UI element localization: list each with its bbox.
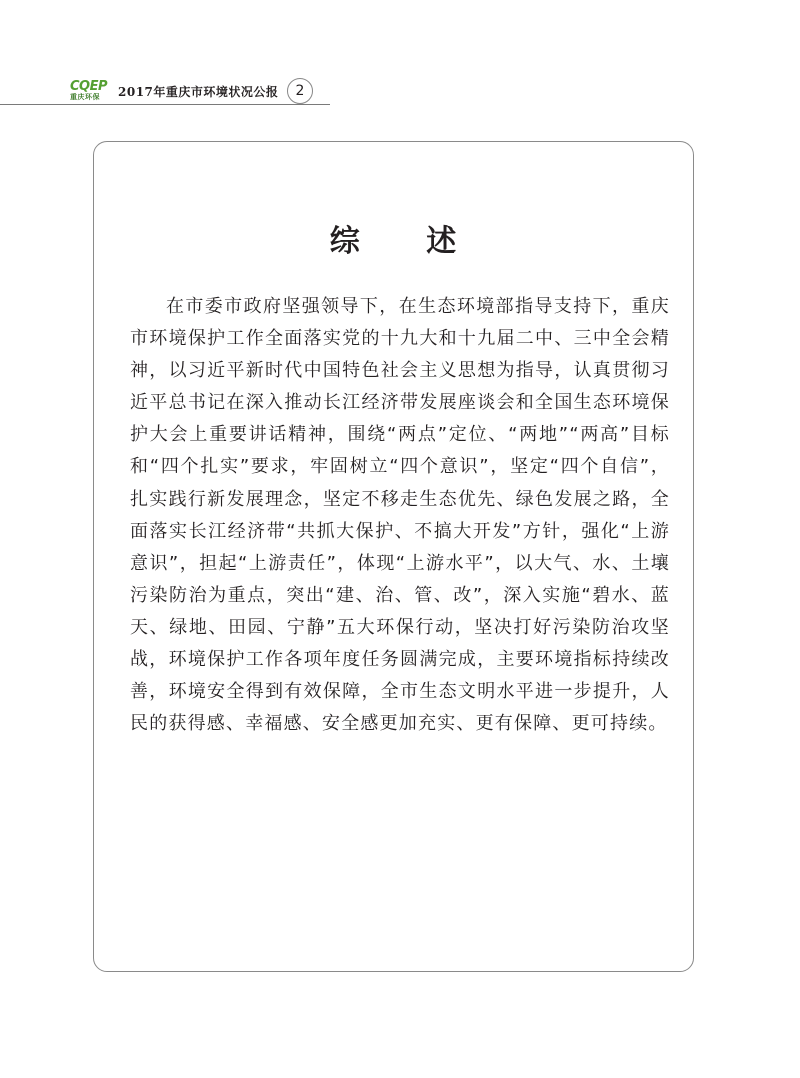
summary-paragraph: 在市委市政府坚强领导下，在生态环境部指导支持下，重庆市环境保护工作全面落实党的十九大和十九届二中、三中全会精神，以习近平新时代中国特色社会主义思想为指导，认真贯彻习近平总书记在深入推动长江经济带发展座谈会和全国生态环境保护大会上重要讲话精神，围绕“两点”定位、“两地”“两高”目标和“四个扎实”要求，牢固树立“四个意识”，坚定“四个自信”，扎实践行新发展理念，坚定不移走生态优先、绿色发展之路，全面落实长江经济带“共抓大保护、不搞大开发”方针，强化“上游意识”，担起“上游责任”，体现“上游水平”，以大气、水、土壤污染防治为重点，突出“建、治、管、改”，深入实施“碧水、蓝天、绿地、田园、宁静”五大环保行动，坚决打好污染防治攻坚战，环境保护工作各项年度任务圆满完成，主要环境指标持续改善，环境安全得到有效保障，全市生态文明水平进一步提升，人民的获得感、幸福感、安全感更加充实、更有保障、更可持续。 [130, 296, 670, 735]
logo-subtitle: 重庆环保 [70, 93, 100, 101]
section-title: 综 述 [329, 224, 485, 259]
page-header [0, 70, 800, 110]
cqep-logo [70, 80, 110, 102]
report-title: 2017年重庆市环境状况公报 [118, 85, 279, 99]
page-number: 2 [287, 78, 313, 104]
logo-mark: CQEP [70, 79, 107, 94]
header-rule [0, 104, 330, 105]
